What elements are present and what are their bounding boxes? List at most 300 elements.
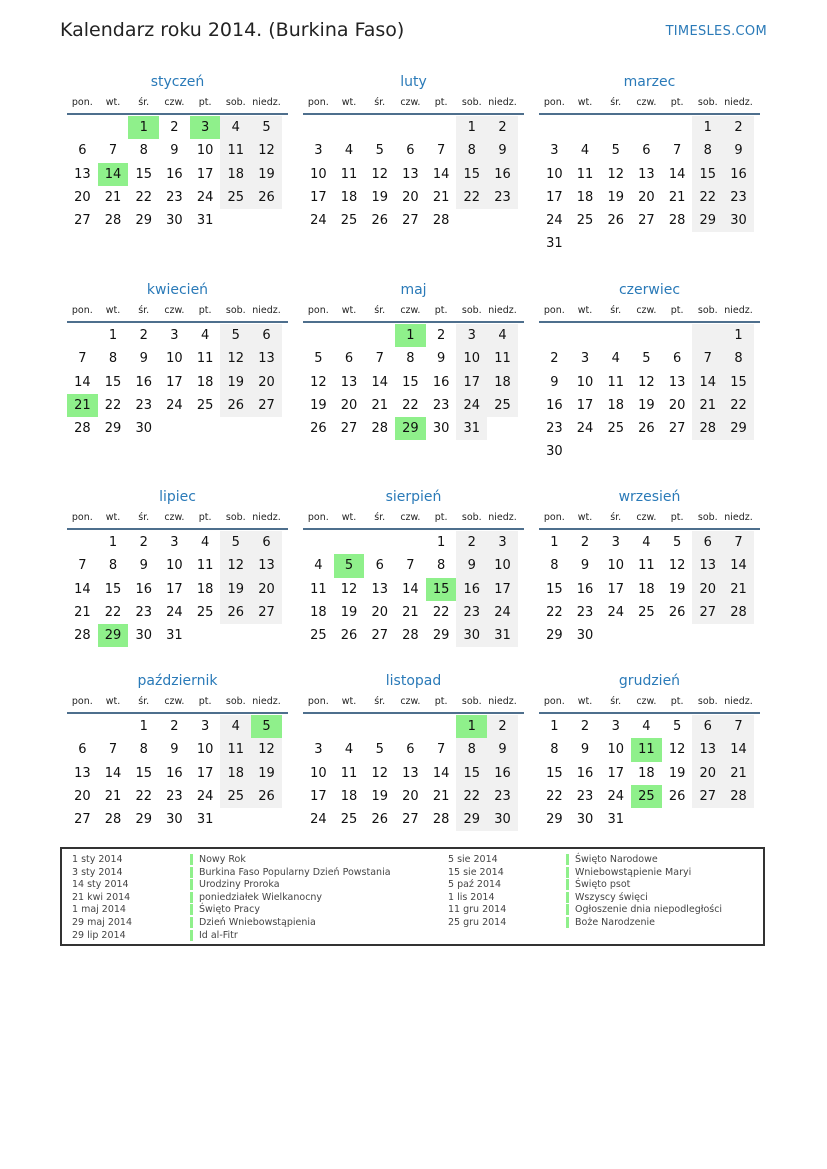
weekday-header [303, 94, 524, 111]
holiday-name: Nowy Rok [190, 854, 246, 865]
day-cell: 19 [607, 189, 624, 205]
day-cell: 22 [104, 604, 122, 620]
day-cell: 12 [220, 347, 251, 370]
day-cell: 10 [310, 166, 327, 182]
day-cell: 18 [196, 374, 214, 390]
weekday-label: pt. [670, 512, 684, 523]
weekday-label: czw. [400, 512, 421, 523]
holiday-day-cell: 5 [334, 554, 365, 577]
weekday-label: pon. [543, 97, 565, 108]
day-cell: 18 [340, 788, 358, 804]
holiday-row [72, 930, 391, 943]
day-cell: 6 [406, 143, 415, 159]
day-cell: 26 [371, 812, 388, 828]
day-cell: 14 [402, 581, 419, 597]
day-cell: 4 [220, 116, 251, 139]
day-cell: 15 [104, 374, 122, 390]
day-cell: 9 [139, 558, 148, 574]
day-cell: 16 [576, 581, 594, 597]
day-cell: 29 [456, 808, 487, 831]
day-cell: 13 [668, 374, 686, 390]
day-cell: 7 [375, 351, 384, 367]
day-cell: 13 [74, 166, 91, 182]
day-cell: 30 [432, 421, 450, 437]
day-cell: 8 [456, 139, 487, 162]
day-cell: 9 [139, 351, 148, 367]
page-title: Kalendarz roku 2014. (Burkina Faso) [60, 19, 405, 41]
day-cell: 19 [668, 765, 686, 781]
day-cell: 27 [251, 394, 282, 417]
day-cell: 29 [135, 213, 152, 229]
empty-cell [570, 324, 601, 347]
holiday-row [448, 904, 722, 917]
day-cell: 28 [432, 812, 450, 828]
month-name: kwiecień [146, 282, 209, 298]
holiday-date: 1 maj 2014 [72, 904, 126, 916]
day-cell: 6 [642, 143, 651, 159]
day-cell: 6 [672, 351, 682, 367]
day-cell: 16 [432, 374, 450, 390]
empty-cell [426, 715, 457, 738]
day-cell: 29 [723, 417, 754, 440]
header-rule [303, 113, 524, 115]
empty-cell [303, 531, 334, 554]
day-cell: 1 [550, 535, 559, 550]
weekday-label: sob. [225, 696, 246, 707]
weekday-label: sob. [225, 305, 246, 316]
day-cell: 15 [546, 581, 563, 597]
day-grid [303, 324, 524, 440]
day-cell: 31 [487, 624, 518, 647]
day-cell: 15 [104, 581, 122, 597]
day-cell: 15 [723, 371, 754, 394]
weekday-label: pt. [198, 696, 212, 707]
day-cell: 28 [104, 213, 122, 229]
weekday-label: śr. [138, 305, 150, 316]
weekday-label: sob. [225, 97, 246, 108]
day-cell: 18 [220, 762, 251, 785]
weekday-label: wt. [577, 97, 593, 108]
day-grid [67, 531, 288, 647]
holiday-day-cell: 3 [190, 116, 221, 139]
month-0 [67, 70, 288, 232]
holiday-list [60, 847, 765, 946]
day-cell: 11 [220, 139, 251, 162]
day-cell: 25 [487, 394, 518, 417]
day-cell: 1 [723, 324, 754, 347]
day-cell: 29 [432, 628, 450, 644]
day-cell: 1 [436, 535, 446, 550]
day-cell: 11 [310, 581, 327, 597]
weekday-label: pt. [434, 696, 448, 707]
day-cell: 22 [432, 604, 450, 620]
weekday-label: pon. [307, 696, 329, 707]
day-cell: 14 [692, 371, 723, 394]
day-cell: 28 [432, 213, 450, 229]
day-cell: 25 [340, 213, 358, 229]
weekday-label: śr. [610, 97, 622, 108]
month-5 [539, 278, 760, 464]
day-grid [539, 531, 760, 647]
holiday-row [72, 867, 391, 880]
day-cell: 22 [692, 186, 723, 209]
day-cell: 2 [723, 116, 754, 139]
weekday-label: sob. [697, 512, 718, 523]
day-cell: 1 [550, 719, 559, 734]
day-cell: 16 [166, 166, 183, 182]
month-name: sierpień [385, 489, 442, 505]
holiday-date: 5 sie 2014 [448, 854, 498, 865]
day-cell: 9 [550, 374, 559, 390]
day-cell: 27 [74, 213, 91, 229]
day-cell: 9 [456, 554, 487, 577]
weekday-label: sob. [225, 512, 246, 523]
day-cell: 11 [340, 765, 358, 781]
empty-cell [662, 324, 693, 347]
holiday-date: 3 sty 2014 [72, 866, 123, 878]
day-cell: 29 [546, 812, 563, 828]
day-cell: 14 [371, 374, 388, 390]
day-cell: 1 [108, 328, 118, 343]
day-cell: 23 [135, 604, 152, 620]
day-cell: 18 [638, 765, 655, 781]
day-cell: 13 [402, 765, 419, 781]
day-cell: 8 [456, 738, 487, 761]
day-cell: 4 [642, 535, 651, 550]
holiday-row [72, 904, 391, 917]
day-cell: 12 [668, 558, 686, 574]
day-cell: 19 [340, 604, 358, 620]
day-cell: 26 [220, 601, 251, 624]
day-cell: 26 [668, 604, 686, 620]
day-cell: 30 [456, 624, 487, 647]
day-cell: 4 [580, 143, 590, 159]
weekday-label: sob. [461, 97, 482, 108]
day-cell: 27 [638, 213, 655, 229]
day-cell: 1 [692, 116, 723, 139]
holiday-day-cell: 29 [98, 624, 129, 647]
empty-cell [662, 116, 693, 139]
day-cell: 3 [611, 535, 620, 550]
weekday-label: sob. [461, 512, 482, 523]
day-cell: 28 [402, 628, 419, 644]
month-name: wrzesień [618, 489, 681, 505]
day-cell: 23 [487, 785, 518, 808]
empty-cell [631, 324, 662, 347]
day-cell: 24 [456, 394, 487, 417]
day-cell: 30 [487, 808, 518, 831]
day-cell: 13 [340, 374, 358, 390]
day-cell: 3 [314, 742, 323, 758]
site-logo[interactable]: TIMESLES.COM [665, 24, 767, 39]
weekday-label: sob. [461, 696, 482, 707]
day-cell: 29 [104, 421, 122, 437]
weekday-label: pon. [71, 512, 93, 523]
weekday-label: wt. [341, 696, 357, 707]
day-cell: 3 [170, 535, 179, 550]
holiday-day-cell: 1 [395, 324, 426, 347]
day-cell: 20 [668, 397, 686, 413]
day-cell: 31 [456, 417, 487, 440]
day-cell: 16 [487, 762, 518, 785]
header-rule [303, 712, 524, 714]
day-cell: 23 [432, 397, 450, 413]
empty-cell [67, 324, 98, 347]
day-cell: 7 [78, 351, 87, 367]
day-cell: 22 [546, 604, 563, 620]
empty-cell [600, 116, 631, 139]
header-rule [539, 712, 760, 714]
weekday-label: śr. [138, 97, 150, 108]
weekday-label: niedz. [488, 696, 517, 707]
weekday-label: niedz. [488, 305, 517, 316]
day-cell: 8 [139, 143, 148, 159]
empty-cell [364, 116, 395, 139]
day-cell: 18 [607, 397, 624, 413]
day-cell: 12 [251, 139, 282, 162]
month-2 [539, 70, 760, 256]
day-cell: 17 [546, 189, 563, 205]
day-cell: 21 [432, 189, 450, 205]
weekday-label: wt. [105, 512, 121, 523]
weekday-label: wt. [105, 97, 121, 108]
day-cell: 10 [196, 742, 214, 758]
day-cell: 5 [672, 535, 682, 550]
day-cell: 25 [638, 604, 655, 620]
month-7 [303, 485, 524, 647]
day-cell: 9 [580, 742, 590, 758]
month-name: styczeń [150, 74, 205, 90]
day-cell: 13 [74, 765, 91, 781]
day-cell: 23 [576, 604, 594, 620]
header-rule [67, 113, 288, 115]
day-cell: 7 [436, 742, 446, 758]
holiday-name: Wniebowstąpienie Maryi [566, 867, 691, 878]
month-8 [539, 485, 760, 647]
weekday-label: sob. [697, 97, 718, 108]
empty-cell [364, 531, 395, 554]
day-cell: 19 [220, 371, 251, 394]
day-cell: 5 [375, 143, 384, 159]
month-name: listopad [385, 673, 442, 689]
holiday-column-left [72, 854, 391, 942]
day-cell: 21 [723, 578, 754, 601]
day-cell: 26 [310, 421, 327, 437]
weekday-label: czw. [636, 696, 657, 707]
day-cell: 26 [371, 213, 388, 229]
day-cell: 17 [166, 581, 183, 597]
weekday-label: pon. [543, 512, 565, 523]
header-rule [539, 528, 760, 530]
day-cell: 27 [340, 421, 358, 437]
day-cell: 13 [251, 554, 282, 577]
day-cell: 27 [251, 601, 282, 624]
day-cell: 2 [487, 116, 518, 139]
day-cell: 3 [456, 324, 487, 347]
day-cell: 21 [432, 788, 450, 804]
day-cell: 18 [220, 163, 251, 186]
holiday-name: Święto Narodowe [566, 854, 658, 865]
day-cell: 9 [170, 143, 179, 159]
day-cell: 30 [166, 812, 183, 828]
day-cell: 3 [314, 143, 323, 159]
weekday-label: wt. [577, 512, 593, 523]
day-cell: 16 [166, 765, 183, 781]
month-name: październik [137, 673, 218, 689]
day-grid [67, 324, 288, 440]
holiday-date: 1 lis 2014 [448, 891, 495, 903]
weekday-label: śr. [610, 305, 622, 316]
weekday-label: śr. [374, 512, 386, 523]
day-cell: 9 [487, 738, 518, 761]
month-name: czerwiec [618, 282, 681, 298]
weekday-label: pon. [543, 305, 565, 316]
weekday-label: niedz. [488, 512, 517, 523]
empty-cell [334, 715, 365, 738]
weekday-label: śr. [138, 512, 150, 523]
day-cell: 5 [611, 143, 620, 159]
weekday-label: czw. [400, 305, 421, 316]
holiday-date: 1 sty 2014 [72, 854, 123, 865]
weekday-label: wt. [105, 696, 121, 707]
day-cell: 21 [723, 762, 754, 785]
day-cell: 13 [371, 581, 388, 597]
empty-cell [395, 116, 426, 139]
day-cell: 18 [487, 371, 518, 394]
day-cell: 19 [251, 163, 282, 186]
weekday-label: czw. [636, 97, 657, 108]
weekday-label: pt. [670, 696, 684, 707]
day-cell: 18 [638, 581, 655, 597]
month-1 [303, 70, 524, 232]
weekday-label: wt. [341, 97, 357, 108]
empty-cell [395, 715, 426, 738]
day-cell: 17 [607, 581, 624, 597]
holiday-name: Dzień Wniebowstąpienia [190, 917, 316, 928]
day-cell: 23 [135, 397, 152, 413]
day-cell: 24 [546, 213, 563, 229]
day-cell: 7 [78, 558, 87, 574]
day-cell: 18 [196, 581, 214, 597]
day-cell: 14 [432, 765, 450, 781]
weekday-label: pt. [198, 97, 212, 108]
day-cell: 20 [638, 189, 655, 205]
weekday-label: pt. [198, 305, 212, 316]
weekday-label: sob. [461, 305, 482, 316]
holiday-day-cell: 15 [426, 578, 457, 601]
day-cell: 2 [456, 531, 487, 554]
day-cell: 24 [166, 397, 183, 413]
day-cell: 28 [74, 421, 91, 437]
day-cell: 17 [166, 374, 183, 390]
day-cell: 28 [723, 601, 754, 624]
day-cell: 12 [371, 765, 388, 781]
weekday-label: czw. [400, 97, 421, 108]
day-cell: 24 [607, 788, 624, 804]
day-cell: 22 [104, 397, 122, 413]
empty-cell [364, 715, 395, 738]
weekday-label: pon. [307, 97, 329, 108]
day-cell: 23 [487, 186, 518, 209]
day-cell: 28 [668, 213, 686, 229]
empty-cell [334, 531, 365, 554]
day-grid [67, 715, 288, 831]
day-cell: 10 [487, 554, 518, 577]
weekday-label: śr. [374, 696, 386, 707]
day-cell: 14 [723, 738, 754, 761]
weekday-label: niedz. [252, 696, 281, 707]
day-cell: 8 [406, 351, 415, 367]
day-cell: 12 [607, 166, 624, 182]
weekday-label: wt. [577, 696, 593, 707]
day-cell: 27 [74, 812, 91, 828]
day-cell: 3 [550, 143, 559, 159]
weekday-label: wt. [577, 305, 593, 316]
day-cell: 19 [220, 578, 251, 601]
day-cell: 10 [607, 742, 624, 758]
day-cell: 21 [104, 788, 122, 804]
weekday-label: czw. [164, 512, 185, 523]
day-cell: 25 [220, 186, 251, 209]
holiday-name: Burkina Faso Popularny Dzień Powstania [190, 867, 391, 878]
day-cell: 31 [607, 812, 624, 828]
day-cell: 20 [402, 788, 419, 804]
day-cell: 25 [196, 397, 214, 413]
day-cell: 30 [546, 444, 563, 460]
day-cell: 24 [576, 421, 594, 437]
weekday-label: śr. [610, 696, 622, 707]
day-cell: 17 [310, 788, 327, 804]
day-cell: 25 [607, 421, 624, 437]
day-cell: 10 [607, 558, 624, 574]
weekday-label: pt. [670, 305, 684, 316]
weekday-label: sob. [697, 696, 718, 707]
day-cell: 4 [344, 742, 354, 758]
day-cell: 4 [220, 715, 251, 738]
empty-cell [539, 324, 570, 347]
day-cell: 12 [220, 554, 251, 577]
empty-cell [303, 715, 334, 738]
day-cell: 19 [310, 397, 327, 413]
month-4 [303, 278, 524, 440]
day-cell: 28 [74, 628, 91, 644]
day-cell: 8 [108, 558, 118, 574]
day-cell: 21 [371, 397, 388, 413]
day-cell: 3 [611, 719, 620, 734]
day-cell: 4 [314, 558, 323, 574]
day-cell: 2 [550, 351, 559, 367]
holiday-date: 14 sty 2014 [72, 879, 129, 891]
weekday-label: czw. [400, 696, 421, 707]
month-9 [67, 669, 288, 831]
weekday-header [303, 509, 524, 526]
day-cell: 30 [576, 812, 594, 828]
day-cell: 16 [135, 581, 152, 597]
month-6 [67, 485, 288, 647]
day-cell: 15 [546, 765, 563, 781]
day-grid [539, 324, 760, 464]
day-cell: 19 [638, 397, 655, 413]
day-cell: 2 [139, 535, 148, 550]
day-cell: 3 [580, 351, 590, 367]
day-cell: 30 [576, 628, 594, 644]
empty-cell [67, 116, 98, 139]
day-cell: 14 [668, 166, 686, 182]
day-cell: 16 [487, 163, 518, 186]
empty-cell [426, 116, 457, 139]
day-cell: 2 [436, 328, 446, 343]
day-cell: 23 [576, 788, 594, 804]
